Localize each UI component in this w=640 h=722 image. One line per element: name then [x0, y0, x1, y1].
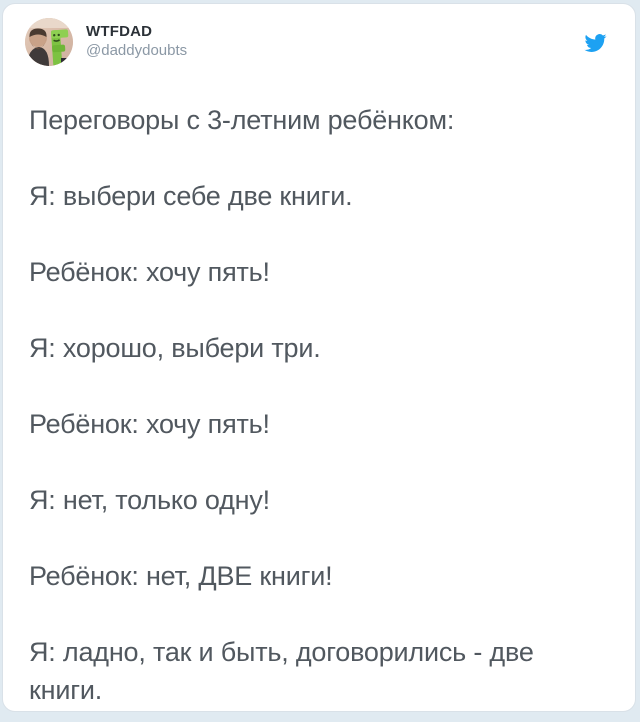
tweet-line: Я: ладно, так и быть, договорились - две книги.: [29, 637, 534, 705]
avatar-image: [25, 18, 73, 66]
author-block: [86, 18, 187, 60]
tweet-line: Переговоры с 3-летним ребёнком:: [29, 105, 455, 135]
tweet-line: Ребёнок: хочу пять!: [29, 257, 270, 287]
avatar[interactable]: [25, 18, 73, 66]
tweet-header: [3, 4, 635, 66]
tweet-card: [2, 3, 636, 712]
tweet-line: Я: выбери себе две книги.: [29, 181, 353, 211]
tweet-line: Ребёнок: нет, ДВЕ книги!: [29, 561, 333, 591]
author-name[interactable]: WTFDAD: [86, 23, 153, 40]
tweet-line: Я: хорошо, выбери три.: [29, 333, 321, 363]
author-handle[interactable]: @daddydoubts: [86, 42, 188, 59]
tweet-line: Ребёнок: хочу пять!: [29, 409, 270, 439]
twitter-bird-icon[interactable]: [582, 32, 609, 54]
tweet-text: [3, 66, 625, 709]
tweet-line: Я: нет, только одну!: [29, 485, 270, 515]
